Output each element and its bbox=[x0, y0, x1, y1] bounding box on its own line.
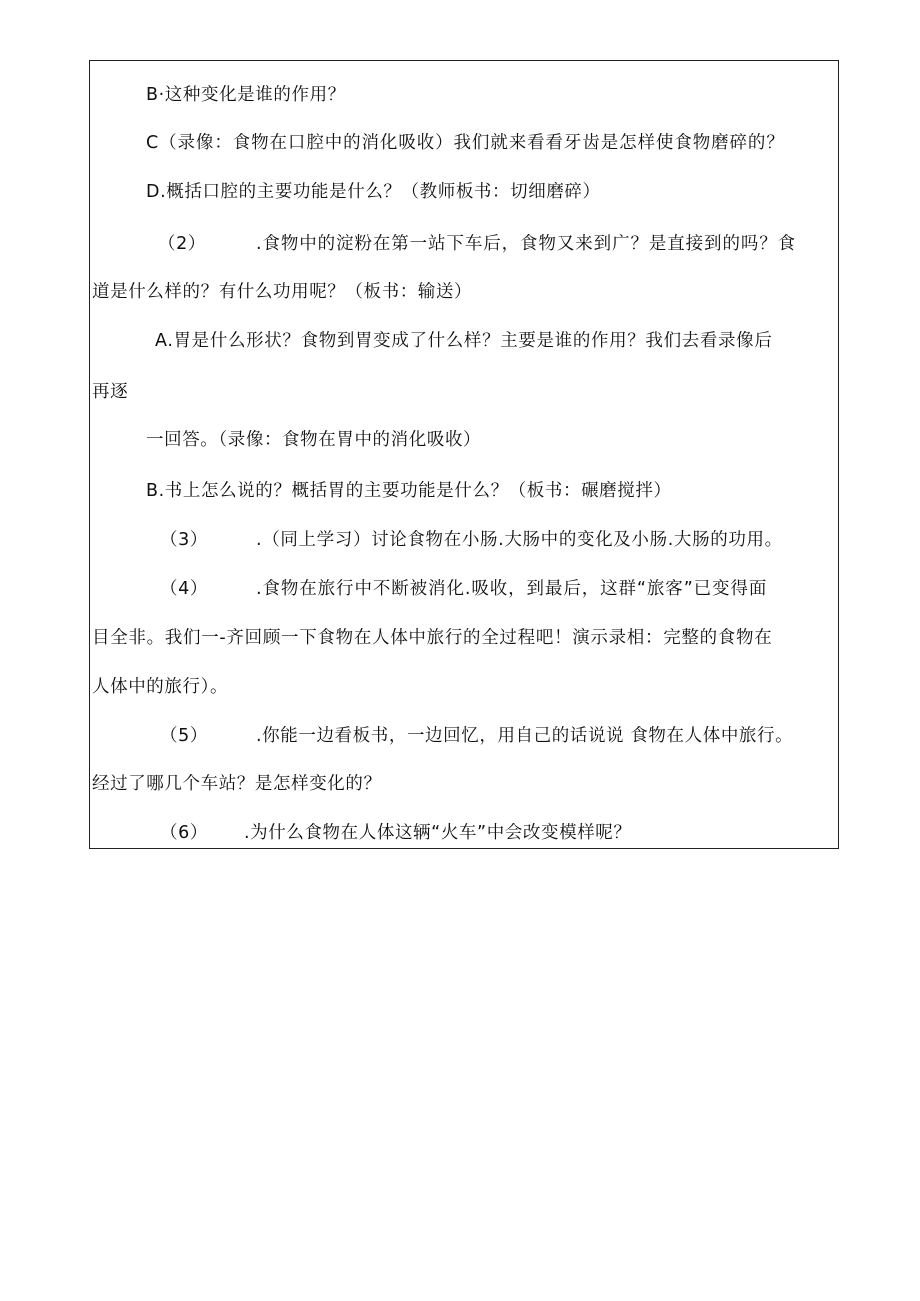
item-number-3: （3） bbox=[160, 530, 208, 550]
text-line-2-start: .食物中的淀粉在第一站下车后，食物又来到广？是直接到的吗？食 bbox=[256, 234, 797, 254]
text-line-4-start: .食物在旅行中不断被消化.吸收，到最后，这群“旅客”已变得面 bbox=[256, 579, 768, 599]
item-number-6: （6） bbox=[160, 823, 208, 843]
item-number-5: （5） bbox=[160, 726, 208, 746]
text-line-d: D.概括口腔的主要功能是什么？（教师板书：切细磨碎） bbox=[146, 182, 601, 202]
text-line-5-start: .你能一边看板书，一边回忆，用自己的话说说 食物在人体中旅行。 bbox=[256, 726, 794, 746]
text-line-b-stomach: B.书上怎么说的？概括胃的主要功能是什么？（板书：碾磨搅拌） bbox=[146, 481, 672, 501]
text-line-4-end: 人体中的旅行）。 bbox=[92, 677, 229, 697]
text-line-a-cont: 再逐 bbox=[92, 382, 129, 402]
text-line-a: A.胃是什么形状？食物到胃变成了什么样？主要是谁的作用？我们去看录像后 bbox=[155, 331, 773, 351]
item-number-2: （2） bbox=[158, 234, 206, 254]
text-line-5-cont: 经过了哪几个车站？是怎样变化的？ bbox=[92, 774, 382, 794]
text-line-b: B·这种变化是谁的作用？ bbox=[146, 85, 346, 105]
item-number-4: （4） bbox=[160, 579, 208, 599]
text-line-c: C（录像：食物在口腔中的消化吸收）我们就来看看牙齿是怎样使食物磨碎的？ bbox=[146, 133, 785, 153]
text-line-2-cont: 道是什么样的？有什么功用呢？（板书：输送） bbox=[92, 282, 473, 302]
text-line-6: .为什么食物在人体这辆“火车”中会改变模样呢？ bbox=[244, 823, 632, 843]
text-line-3: .（同上学习）讨论食物在小肠.大肠中的变化及小肠.大肠的功用。 bbox=[256, 530, 783, 550]
text-line-4-cont: 目全非。我们一-齐回顾一下食物在人体中旅行的全过程吧！演示录相：完整的食物在 bbox=[92, 628, 773, 648]
text-line-a-answer: 一回答。（录像：食物在胃中的消化吸收） bbox=[146, 430, 482, 450]
